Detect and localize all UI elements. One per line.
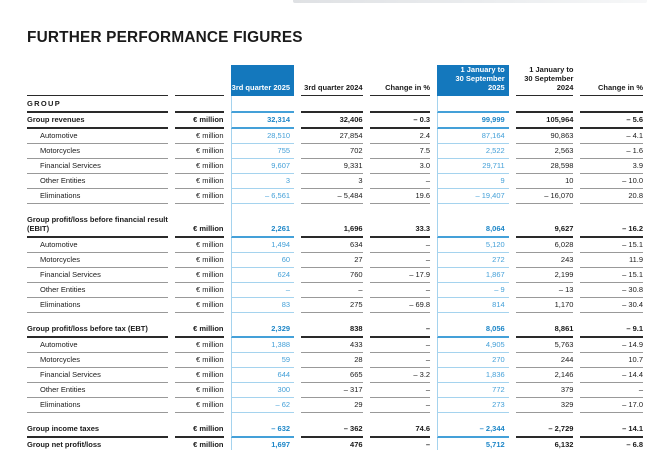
row-label: Motorcycles <box>27 353 168 368</box>
row-label-line1: Group profit/loss before financial result <box>27 215 168 224</box>
cell-change-quarter: – 17.9 <box>370 268 431 283</box>
cell-9m-2024: 9,627 <box>516 213 574 238</box>
cell-q3-2024: 838 <box>301 322 363 338</box>
cell-change-quarter <box>370 204 431 213</box>
cell-9m-2025: – 2,344 <box>437 422 509 438</box>
cell-change-9m <box>580 313 643 322</box>
unit-cell: € million <box>175 189 224 204</box>
page-title: FURTHER PERFORMANCE FIGURES <box>27 29 303 46</box>
table-row <box>27 298 643 313</box>
cell-9m-2024: 2,199 <box>516 268 574 283</box>
cell-q3-2025: 28,510 <box>231 129 295 144</box>
cell-9m-2025: 29,711 <box>437 159 509 174</box>
col-header-9m-2024-line1: 1 January to <box>529 65 574 74</box>
cell-9m-2024: 329 <box>516 398 574 413</box>
cell-9m-2024: 5,763 <box>516 338 574 353</box>
col-header-change-quarter: Change in % <box>370 65 431 96</box>
header-label-spacer <box>27 65 168 96</box>
cell-q3-2024: – 5,484 <box>301 189 363 204</box>
cell-q3-2025: 83 <box>231 298 295 313</box>
cell-change-9m <box>580 204 643 213</box>
cell-9m-2025 <box>437 204 509 213</box>
cell-q3-2025: 9,607 <box>231 159 295 174</box>
table-row <box>27 283 643 298</box>
cell-q3-2024: 433 <box>301 338 363 353</box>
row-label: Eliminations <box>27 398 168 413</box>
table-row <box>27 353 643 368</box>
table-row <box>27 268 643 283</box>
cell-9m-2025: 5,120 <box>437 238 509 253</box>
cell-q3-2025: 1,494 <box>231 238 295 253</box>
cell-q3-2025 <box>231 96 295 113</box>
cell-q3-2024: 27 <box>301 253 363 268</box>
cell-9m-2024: – 2,729 <box>516 422 574 438</box>
cell-q3-2025: 755 <box>231 144 295 159</box>
cell-9m-2025: – 19,407 <box>437 189 509 204</box>
cell-q3-2024: 9,331 <box>301 159 363 174</box>
cell-9m-2024: – 13 <box>516 283 574 298</box>
row-label: Automotive <box>27 238 168 253</box>
table-row <box>27 338 643 353</box>
row-label: Eliminations <box>27 189 168 204</box>
row-label-line2: (EBIT) <box>27 224 50 233</box>
cell-9m-2025: – 9 <box>437 283 509 298</box>
cell-9m-2025: 814 <box>437 298 509 313</box>
cell-9m-2024: 6,028 <box>516 238 574 253</box>
cell-change-9m: – 14.9 <box>580 338 643 353</box>
cell-9m-2025 <box>437 413 509 422</box>
table-row <box>27 144 643 159</box>
cell-9m-2025: 99,999 <box>437 113 509 129</box>
table-row <box>27 398 643 413</box>
cell-q3-2025: 32,314 <box>231 113 295 129</box>
cell-9m-2025: 87,164 <box>437 129 509 144</box>
cell-9m-2024: 90,863 <box>516 129 574 144</box>
cell-9m-2024: 8,861 <box>516 322 574 338</box>
row-label: Financial Services <box>27 268 168 283</box>
cell-q3-2024: 476 <box>301 438 363 450</box>
cell-change-9m: – 17.0 <box>580 398 643 413</box>
cell-q3-2025: 1,697 <box>231 438 295 450</box>
cell-change-quarter: 19.6 <box>370 189 431 204</box>
row-label: Financial Services <box>27 159 168 174</box>
table-row <box>27 238 643 253</box>
cell-9m-2025: 273 <box>437 398 509 413</box>
cell-change-9m: 3.9 <box>580 159 643 174</box>
cell-change-quarter: – <box>370 353 431 368</box>
spacer-row <box>27 204 643 213</box>
row-label: Automotive <box>27 129 168 144</box>
cell-9m-2024 <box>516 204 574 213</box>
cell-change-9m: – 30.8 <box>580 283 643 298</box>
cell-change-quarter: – <box>370 383 431 398</box>
cell-q3-2025 <box>231 413 295 422</box>
row-label: Motorcycles <box>27 253 168 268</box>
cell-q3-2025: – <box>231 283 295 298</box>
cell-9m-2025: 270 <box>437 353 509 368</box>
row-label: Group profit/loss before tax (EBT) <box>27 322 168 338</box>
table-row <box>27 368 643 383</box>
table-row <box>27 322 643 338</box>
row-label <box>27 313 168 322</box>
row-label: GROUP <box>27 96 168 113</box>
cell-9m-2025: 8,056 <box>437 322 509 338</box>
header-unit-spacer <box>175 65 224 96</box>
cell-9m-2025: 5,712 <box>437 438 509 450</box>
unit-cell: € million <box>175 213 224 238</box>
table-row <box>27 174 643 189</box>
cell-q3-2025: 644 <box>231 368 295 383</box>
cell-q3-2024: 634 <box>301 238 363 253</box>
cell-q3-2024: – 317 <box>301 383 363 398</box>
cell-q3-2025: 1,388 <box>231 338 295 353</box>
cell-q3-2025: 2,261 <box>231 213 295 238</box>
unit-cell: € million <box>175 283 224 298</box>
cell-q3-2024 <box>301 96 363 113</box>
cell-9m-2024: 10 <box>516 174 574 189</box>
cell-q3-2025: 60 <box>231 253 295 268</box>
cell-change-quarter: – <box>370 438 431 450</box>
cell-change-9m: – 1.6 <box>580 144 643 159</box>
cell-change-quarter: 33.3 <box>370 213 431 238</box>
cell-9m-2024: – 16,070 <box>516 189 574 204</box>
unit-cell: € million <box>175 353 224 368</box>
cell-q3-2024: – <box>301 283 363 298</box>
cell-9m-2025 <box>437 313 509 322</box>
table-row <box>27 422 643 438</box>
cell-9m-2024 <box>516 96 574 113</box>
cell-change-9m: – 4.1 <box>580 129 643 144</box>
cell-change-9m: – 10.0 <box>580 174 643 189</box>
cell-q3-2025 <box>231 313 295 322</box>
cell-change-quarter: – <box>370 338 431 353</box>
unit-cell <box>175 413 224 422</box>
unit-cell <box>175 313 224 322</box>
cell-9m-2024 <box>516 313 574 322</box>
unit-cell: € million <box>175 398 224 413</box>
cell-9m-2024: 28,598 <box>516 159 574 174</box>
cell-9m-2024: 2,146 <box>516 368 574 383</box>
cell-change-9m: – 9.1 <box>580 322 643 338</box>
unit-cell: € million <box>175 268 224 283</box>
row-label <box>27 413 168 422</box>
spacer-row <box>27 313 643 322</box>
table-row <box>27 383 643 398</box>
row-label: Automotive <box>27 338 168 353</box>
cell-9m-2025: 772 <box>437 383 509 398</box>
cell-change-quarter: – <box>370 322 431 338</box>
col-header-9m-2024 <box>516 65 574 96</box>
cell-q3-2025: 3 <box>231 174 295 189</box>
cell-9m-2024: 379 <box>516 383 574 398</box>
cell-change-quarter: – <box>370 253 431 268</box>
cell-q3-2025: 300 <box>231 383 295 398</box>
row-label: Eliminations <box>27 298 168 313</box>
unit-cell: € million <box>175 322 224 338</box>
cell-q3-2024: – 362 <box>301 422 363 438</box>
cell-9m-2024: 2,563 <box>516 144 574 159</box>
cell-q3-2024 <box>301 413 363 422</box>
cell-q3-2024: 702 <box>301 144 363 159</box>
cell-q3-2024: 28 <box>301 353 363 368</box>
cell-q3-2024 <box>301 313 363 322</box>
row-label: Other Entities <box>27 383 168 398</box>
performance-table <box>20 65 650 450</box>
cell-change-9m: – 16.2 <box>580 213 643 238</box>
cell-change-quarter: – 0.3 <box>370 113 431 129</box>
cell-q3-2024: 760 <box>301 268 363 283</box>
cell-change-quarter <box>370 96 431 113</box>
col-header-9m-2025-line2: 30 September 2025 <box>455 74 505 92</box>
cell-change-quarter: – 69.8 <box>370 298 431 313</box>
cell-change-9m: – 6.8 <box>580 438 643 450</box>
table-row <box>27 438 643 450</box>
cell-change-9m: – 14.1 <box>580 422 643 438</box>
cell-change-9m: – <box>580 383 643 398</box>
row-label <box>27 213 168 238</box>
cell-change-9m: – 15.1 <box>580 268 643 283</box>
unit-cell: € million <box>175 159 224 174</box>
col-header-9m-2025 <box>437 65 509 96</box>
cell-change-quarter: – <box>370 398 431 413</box>
row-label: Financial Services <box>27 368 168 383</box>
cell-q3-2024: 275 <box>301 298 363 313</box>
cell-change-quarter <box>370 413 431 422</box>
cell-change-quarter: – <box>370 238 431 253</box>
spacer-row <box>27 413 643 422</box>
cell-q3-2024: 665 <box>301 368 363 383</box>
unit-cell <box>175 96 224 113</box>
cell-q3-2024: 29 <box>301 398 363 413</box>
unit-cell: € million <box>175 422 224 438</box>
cell-change-9m: – 5.6 <box>580 113 643 129</box>
cell-change-quarter: – <box>370 283 431 298</box>
cell-9m-2024: 243 <box>516 253 574 268</box>
unit-cell: € million <box>175 253 224 268</box>
unit-cell <box>175 204 224 213</box>
cell-q3-2024: 1,696 <box>301 213 363 238</box>
cell-change-9m: 10.7 <box>580 353 643 368</box>
row-label <box>27 204 168 213</box>
unit-cell: € million <box>175 238 224 253</box>
cell-9m-2025: 2,522 <box>437 144 509 159</box>
unit-cell: € million <box>175 174 224 189</box>
cell-9m-2024 <box>516 413 574 422</box>
unit-cell: € million <box>175 438 224 450</box>
cell-change-quarter: 2.4 <box>370 129 431 144</box>
cell-change-9m: 11.9 <box>580 253 643 268</box>
cell-q3-2025: – 6,561 <box>231 189 295 204</box>
col-header-q3-2024: 3rd quarter 2024 <box>301 65 363 96</box>
col-header-q3-2025: 3rd quarter 2025 <box>231 65 295 96</box>
cell-change-9m: – 15.1 <box>580 238 643 253</box>
table-row <box>27 129 643 144</box>
cell-9m-2024: 105,964 <box>516 113 574 129</box>
cell-9m-2025: 4,905 <box>437 338 509 353</box>
unit-cell: € million <box>175 113 224 129</box>
cell-change-quarter: 7.5 <box>370 144 431 159</box>
cell-q3-2024: 3 <box>301 174 363 189</box>
cell-change-quarter <box>370 313 431 322</box>
table-body <box>27 96 643 450</box>
row-label: Group revenues <box>27 113 168 129</box>
unit-cell: € million <box>175 129 224 144</box>
unit-cell: € million <box>175 338 224 353</box>
cell-q3-2025: 2,329 <box>231 322 295 338</box>
table-row <box>27 253 643 268</box>
cell-9m-2025: 1,836 <box>437 368 509 383</box>
cell-9m-2024: 6,132 <box>516 438 574 450</box>
unit-cell: € million <box>175 298 224 313</box>
cell-q3-2025 <box>231 204 295 213</box>
table-row <box>27 213 643 238</box>
cell-q3-2025: 59 <box>231 353 295 368</box>
cell-9m-2025 <box>437 96 509 113</box>
row-label: Group net profit/loss <box>27 438 168 450</box>
row-label: Other Entities <box>27 174 168 189</box>
table-row <box>27 113 643 129</box>
cell-change-quarter: – 3.2 <box>370 368 431 383</box>
cell-q3-2025: – 632 <box>231 422 295 438</box>
cell-q3-2024: 27,854 <box>301 129 363 144</box>
cell-change-quarter: – <box>370 174 431 189</box>
row-label: Group income taxes <box>27 422 168 438</box>
cell-9m-2025: 9 <box>437 174 509 189</box>
table-header-row <box>27 65 643 96</box>
row-label: Motorcycles <box>27 144 168 159</box>
cell-q3-2025: – 62 <box>231 398 295 413</box>
unit-cell: € million <box>175 383 224 398</box>
cell-change-quarter: 74.6 <box>370 422 431 438</box>
table-row <box>27 96 643 113</box>
cell-q3-2025: 624 <box>231 268 295 283</box>
cell-9m-2025: 1,867 <box>437 268 509 283</box>
cell-9m-2025: 8,064 <box>437 213 509 238</box>
row-label: Other Entities <box>27 283 168 298</box>
cell-9m-2024: 244 <box>516 353 574 368</box>
col-header-9m-2025-line1: 1 January to <box>460 65 505 74</box>
table-row <box>27 189 643 204</box>
cell-9m-2025: 272 <box>437 253 509 268</box>
cell-change-9m <box>580 413 643 422</box>
cell-change-9m: 20.8 <box>580 189 643 204</box>
unit-cell: € million <box>175 144 224 159</box>
cell-change-9m: – 14.4 <box>580 368 643 383</box>
cell-change-9m <box>580 96 643 113</box>
col-header-9m-2024-line2: 30 September 2024 <box>524 74 574 92</box>
window-edge-bar <box>293 0 647 3</box>
cell-q3-2024 <box>301 204 363 213</box>
cell-change-quarter: 3.0 <box>370 159 431 174</box>
cell-9m-2024: 1,170 <box>516 298 574 313</box>
col-header-change-9m: Change in % <box>580 65 643 96</box>
cell-change-9m: – 30.4 <box>580 298 643 313</box>
table-row <box>27 159 643 174</box>
unit-cell: € million <box>175 368 224 383</box>
cell-q3-2024: 32,406 <box>301 113 363 129</box>
